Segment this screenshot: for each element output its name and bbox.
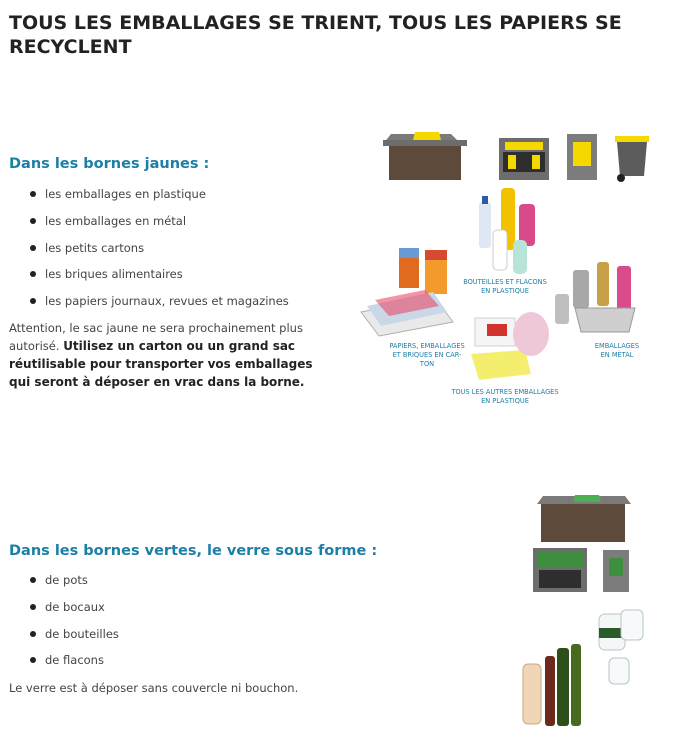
list-item: les briques alimentaires bbox=[30, 265, 289, 292]
green-note: Le verre est à déposer sans couvercle ni bouchon. bbox=[9, 681, 299, 695]
green-bins-heading: Dans les bornes vertes, le verre sous forme : bbox=[9, 543, 378, 559]
svg-text:EN MÉTAL: EN MÉTAL bbox=[600, 351, 634, 359]
green-bin-front-icon bbox=[533, 548, 587, 592]
glass-jars-bottles-icon bbox=[523, 610, 643, 726]
green-column-icon bbox=[603, 550, 629, 592]
list-item: de pots bbox=[30, 571, 119, 598]
list-item: de flacons bbox=[30, 651, 119, 678]
bullet-icon bbox=[30, 577, 36, 583]
list-item: les emballages en plastique bbox=[30, 185, 289, 212]
plastic-bottles-icon bbox=[479, 188, 535, 274]
yellow-bins-illustration bbox=[355, 122, 655, 412]
green-bins-illustration bbox=[515, 488, 665, 738]
bullet-icon bbox=[30, 298, 36, 304]
svg-text:BOUTEILLES ET FLACONS: BOUTEILLES ET FLACONS bbox=[463, 278, 547, 286]
bullet-icon bbox=[30, 631, 36, 637]
bullet-icon bbox=[30, 271, 36, 277]
svg-text:EN PLASTIQUE: EN PLASTIQUE bbox=[481, 397, 529, 405]
yellow-note-bold: Utilisez un carton ou un grand sac réutilisable pour transporter vos emballages qui seront à déposer en vrac dans la borne. bbox=[9, 339, 313, 389]
yellow-items-list bbox=[30, 185, 289, 319]
list-item: les petits cartons bbox=[30, 239, 289, 266]
yellow-bin-icon bbox=[383, 132, 467, 180]
svg-text:EMBALLAGES: EMBALLAGES bbox=[594, 342, 640, 350]
list-item: de bocaux bbox=[30, 598, 119, 625]
bullet-icon bbox=[30, 604, 36, 610]
bullet-icon bbox=[30, 218, 36, 224]
yellow-note bbox=[9, 319, 327, 391]
newspapers-icon bbox=[361, 290, 453, 336]
yellow-bins-heading: Dans les bornes jaunes : bbox=[9, 156, 210, 172]
yellow-note-plain: Attention, le sac jaune ne sera prochainement plus autorisé. bbox=[9, 321, 303, 353]
svg-text:PAPIERS, EMBALLAGES: PAPIERS, EMBALLAGES bbox=[389, 342, 465, 350]
bullet-icon bbox=[30, 657, 36, 663]
bullet-icon bbox=[30, 191, 36, 197]
svg-text:EN PLASTIQUE: EN PLASTIQUE bbox=[481, 287, 529, 295]
svg-text:ET BRIQUES EN CAR-: ET BRIQUES EN CAR- bbox=[392, 351, 462, 359]
page-title: TOUS LES EMBALLAGES SE TRIENT, TOUS LES PAPIERS SE RECYCLENT bbox=[9, 12, 622, 58]
bullet-icon bbox=[30, 245, 36, 251]
cartons-icon bbox=[399, 248, 447, 294]
yellow-bin-front-icon bbox=[499, 138, 549, 180]
plastic-packaging-icon bbox=[471, 312, 549, 380]
yellow-column-icon bbox=[567, 134, 597, 180]
wheelie-bin-icon bbox=[615, 136, 649, 182]
list-item: les emballages en métal bbox=[30, 212, 289, 239]
green-bin-icon bbox=[537, 495, 631, 542]
list-item: de bouteilles bbox=[30, 625, 119, 652]
green-items-list bbox=[30, 571, 119, 678]
list-item: les papiers journaux, revues et magazines bbox=[30, 292, 289, 319]
metal-cans-icon bbox=[555, 262, 635, 332]
svg-text:TOUS LES AUTRES EMBALLAGES: TOUS LES AUTRES EMBALLAGES bbox=[451, 388, 559, 396]
svg-text:TON: TON bbox=[419, 360, 435, 368]
